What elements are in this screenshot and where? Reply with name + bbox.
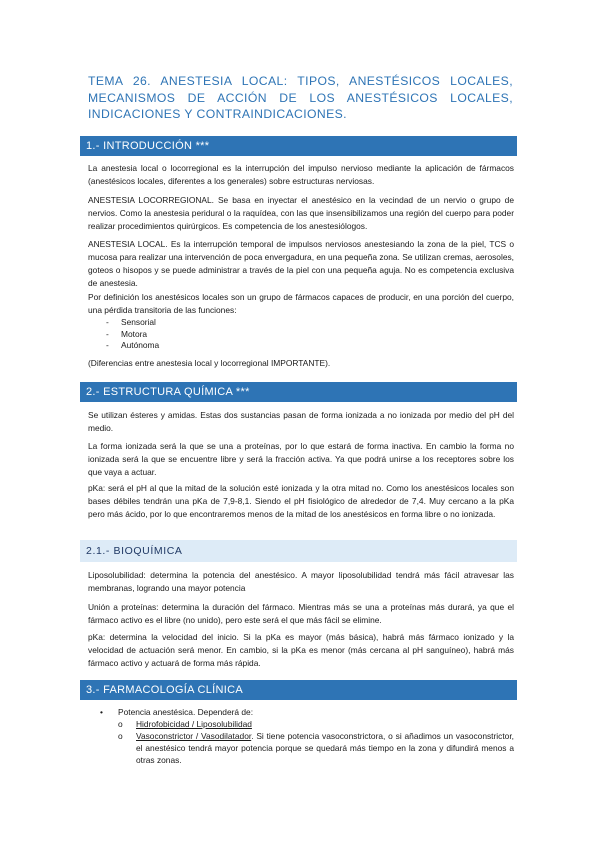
function-label: Autónoma	[121, 340, 160, 350]
potencia-label: Potencia anestésica. Dependerá de:	[118, 707, 254, 717]
estructura-paragraph-pka: pKa: será el pH al que la mitad de la solución esté ionizada y la otra mitad no. Como los anestésicos locales son bases débiles tendrán una pKa de 7,9-8,1. Siendo el pH fisiológico de alrededor de 7,4. Muy cercano a la pKa pero más ácido, por lo que encontraremos menos de la mitad de los anestésicos en forma libre o no ionizada.	[88, 483, 514, 519]
bioquimica-union-proteinas: Unión a proteínas: determina la duración del fármaco. Mientras más se una a proteínas más durará, ya que el fármaco activo es el libre (no unido), pero este será el que más fácil se elimine.	[88, 602, 514, 625]
dash-marker: -	[106, 328, 109, 339]
estructura-paragraph-1: Se utilizan ésteres y amidas. Estas dos sustancias pasan de forma ionizada a no ionizada por medio del pH del medio.	[88, 410, 514, 433]
intro-paragraph-definition: La anestesia local o locorregional es la interrupción del impulso nervioso mediante la aplicación de fármacos (anestésicos locales, diferentes a los generales) sobre estructuras nerviosas.	[88, 163, 514, 186]
list-item	[100, 706, 514, 718]
intro-paragraph-local: ANESTESIA LOCAL. Es la interrupción temporal de impulsos nerviosos anestesiando la zona de la piel, TCS o mucosa para realizar una intervención de poca envergadura, en una pequeña zona. Se utilizan cremas, aerosoles, goteos o hisopos y se puede administrar a través de la piel con una pequeña aguja. No es competencia exclusiva de anestesia.	[88, 239, 514, 288]
bioquimica-liposolubilidad: Liposolubilidad: determina la potencia del anestésico. A mayor liposolubilidad tendrá más fácil atravesar las membranas, logrando una mayor potencia	[88, 570, 514, 593]
functions-list	[88, 317, 514, 352]
vasoconstrictor-label: Vasoconstrictor / Vasodilatador	[136, 731, 252, 741]
circle-marker: o	[118, 731, 123, 741]
hidrofobicidad-label: Hidrofobicidad / Liposolubilidad	[136, 719, 252, 729]
list-item	[100, 718, 514, 730]
vasoconstrictor-description: . Si tiene potencia vasoconstrictora, o si añadimos un vasoconstrictor, el anestésico tendrá mayor potencia porque se quedará más tiempo en la zona y difundirá menos a otras zonas.	[136, 731, 514, 765]
list-item	[100, 730, 514, 766]
intro-paragraph-locorregional: ANESTESIA LOCORREGIONAL. Se basa en inyectar el anestésico en la vecindad de un nervio o grupo de nervios. Como la anestesia peridural o la raquídea, con las que insensibilizamos una región del cuerpo para poder realizar procedimientos quirúrgicos. Es competencia de los anestesiólogos.	[88, 195, 514, 231]
intro-paragraph-functions: Por definición los anestésicos locales son un grupo de fármacos capaces de producir, en una porción del cuerpo, una pérdida transitoria de las funciones:	[88, 292, 514, 315]
list-item	[88, 329, 514, 341]
intro-note: (Diferencias entre anestesia local y locorregional IMPORTANTE).	[88, 358, 331, 368]
vasoconstrictor-text	[136, 730, 514, 766]
function-label: Motora	[121, 328, 148, 339]
bioquimica-pka: pKa: determina la velocidad del inicio. Si la pKa es mayor (más básica), habrá más fármaco ionizado y la velocidad de actuación será menor. En cambio, si la pKa es menor (más cercana al pH sanguíneo), habrá más fármaco activo y actuará de forma más rápida.	[88, 632, 514, 668]
document-title: TEMA 26. ANESTESIA LOCAL: TIPOS, ANESTÉSICOS LOCALES, MECANISMOS DE ACCIÓN DE LOS ANESTÉSICOS LOCALES, INDICACIONES Y CONTRAINDICACIONES.	[88, 74, 513, 121]
list-item	[88, 340, 514, 352]
dash-marker: -	[106, 317, 109, 327]
section-heading-introduccion: 1.- INTRODUCCIÓN ***	[80, 136, 517, 156]
list-item	[88, 317, 514, 329]
estructura-paragraph-2: La forma ionizada será la que se una a proteínas, por lo que estará de forma inactiva. En cambio la forma no ionizada será la que se encuentre libre y será la fracción activa. Ya que podrá unirse a los receptores sobre los que vaya a actuar.	[88, 441, 514, 477]
section-heading-estructura: 2.- ESTRUCTURA QUÍMICA ***	[80, 382, 517, 402]
bullet-marker: •	[100, 707, 103, 717]
function-label: Sensorial	[121, 317, 156, 327]
subsection-heading-bioquimica: 2.1.- BIOQUÍMICA	[80, 540, 517, 562]
circle-marker: o	[118, 719, 123, 729]
section-heading-farmacologia: 3.- FARMACOLOGÍA CLÍNICA	[80, 680, 517, 700]
dash-marker: -	[106, 340, 109, 350]
farmacologia-list	[100, 706, 514, 766]
